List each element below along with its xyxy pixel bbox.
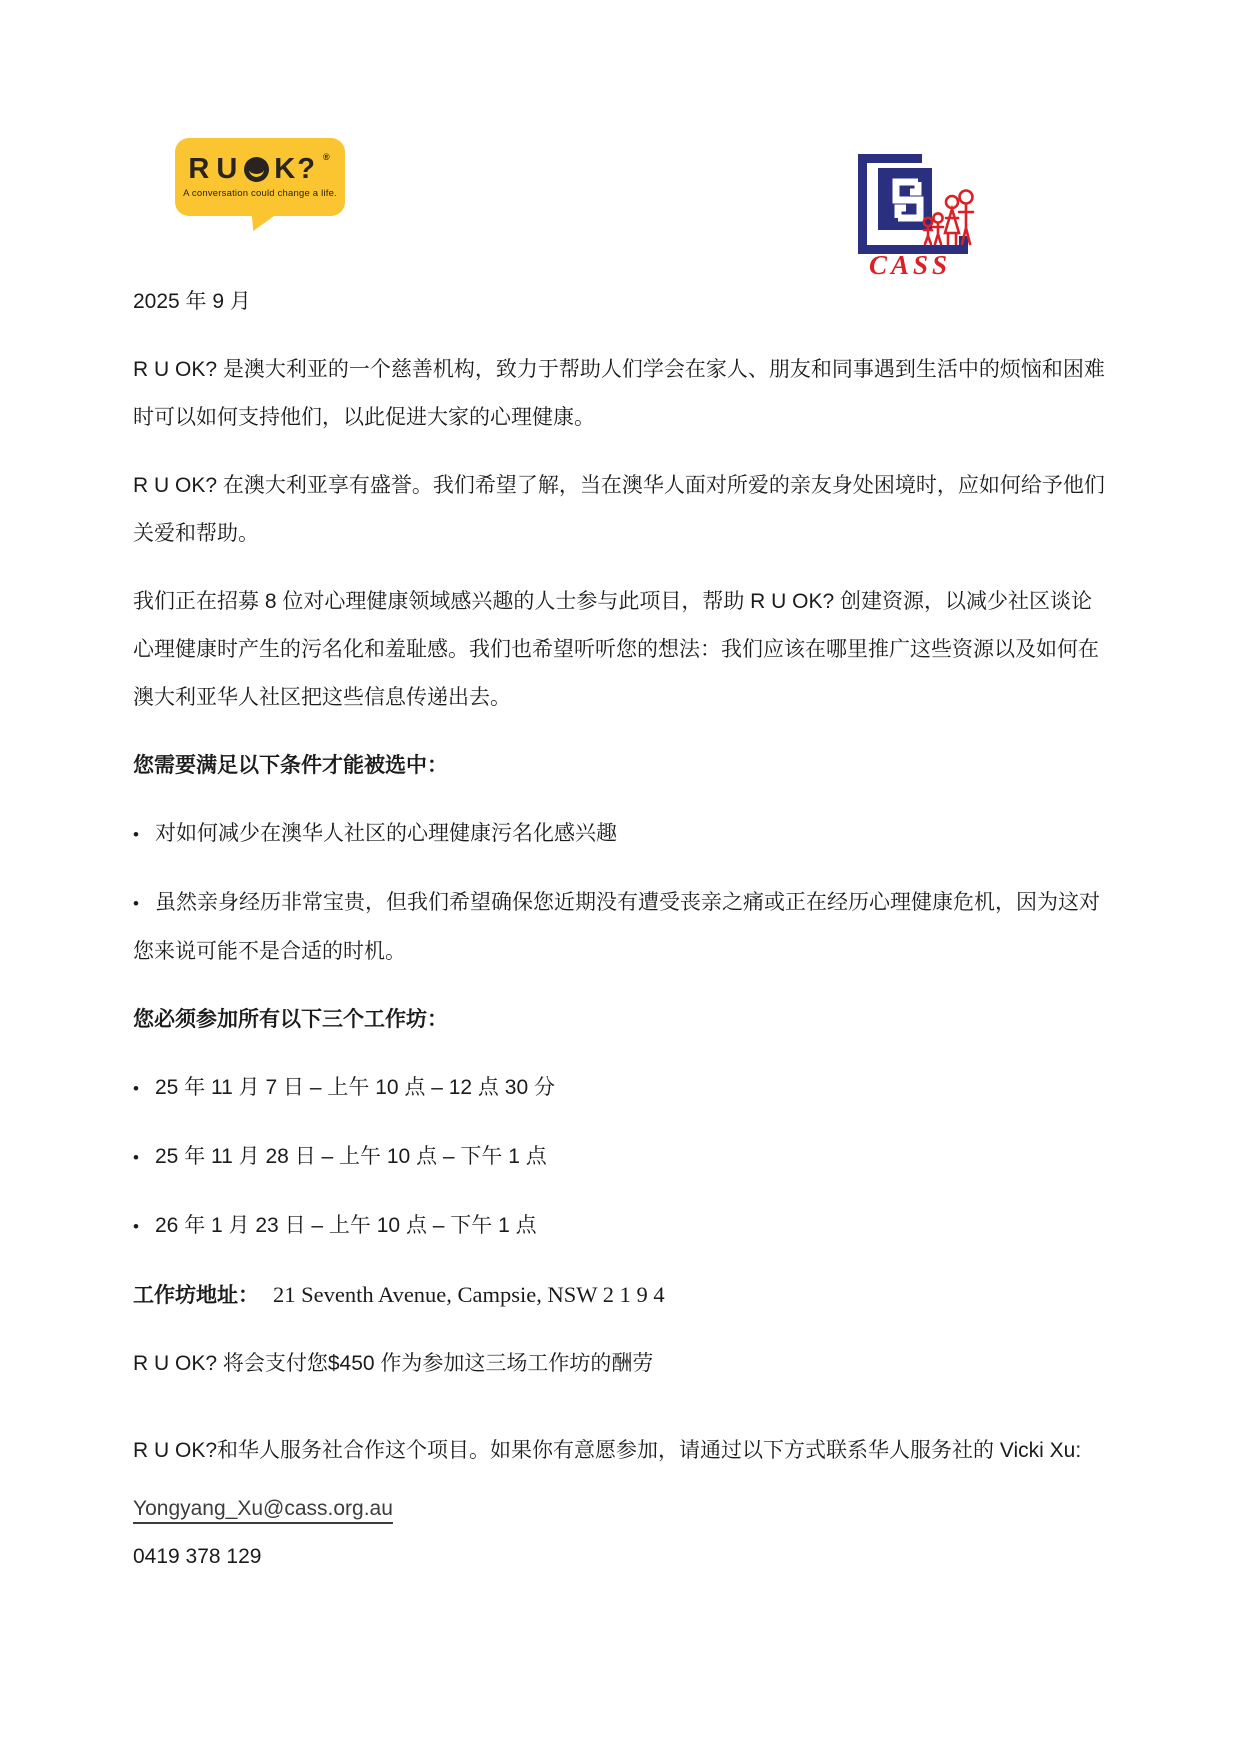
ruok-letter-u: U: [216, 153, 240, 185]
bullet-icon: •: [133, 1148, 139, 1167]
address-value: 21 Seventh Avenue, Campsie, NSW 2 1 9 4: [273, 1282, 665, 1307]
registered-trademark-icon: ®: [322, 152, 332, 162]
contact-paragraph: R U OK?和华人服务社合作这个项目。如果你有意愿参加，请通过以下方式联系华人服务社的 Vicki Xu:: [133, 1439, 1082, 1462]
workshop-date-2-text: 25 年 11 月 28 日 – 上午 10 点 – 下午 1 点: [155, 1145, 547, 1168]
address-line: [133, 1271, 1111, 1320]
criteria-heading: 您需要满足以下条件才能被选中：: [133, 754, 448, 777]
maze-s-icon: [858, 154, 968, 254]
workshops-heading: 您必须参加所有以下三个工作坊：: [133, 1008, 448, 1031]
reputation-paragraph: R U OK? 在澳大利亚享有盛誉。我们希望了解，当在澳华人面对所爱的亲友身处困境时，应如何给予他们关爱和帮助。: [133, 474, 1105, 545]
workshop-date-3-text: 26 年 1 月 23 日 – 上午 10 点 – 下午 1 点: [155, 1214, 537, 1237]
criteria-bullet-1: [133, 810, 1111, 859]
intro-paragraph: R U OK? 是澳大利亚的一个慈善机构，致力于帮助人们学会在家人、朋友和同事遇到生活中的烦恼和困难时可以如何支持他们，以此促进大家的心理健康。: [133, 358, 1105, 429]
bullet-icon: •: [133, 1217, 139, 1236]
contact-email-line: [133, 1492, 1111, 1526]
email-link[interactable]: Yongyang_Xu@cass.org.au: [133, 1497, 393, 1524]
document-body: [133, 278, 1111, 1574]
bullet-icon: •: [133, 825, 139, 844]
workshop-date-2: [133, 1133, 1111, 1182]
criteria-bullet-2-text: 虽然亲身经历非常宝贵，但我们希望确保您近期没有遭受丧亲之痛或正在经历心理健康危机，因为这对您来说可能不是合适的时机。: [133, 891, 1100, 963]
payment-line: R U OK? 将会支付您$450 作为参加这三场工作坊的酬劳: [133, 1352, 654, 1375]
ruok-letter-r: R: [188, 153, 212, 185]
cass-wordmark: CASS: [868, 250, 952, 278]
address-colon: ：: [238, 1284, 259, 1307]
cass-logo-graphic: [842, 148, 978, 278]
criteria-bullet-2: [133, 879, 1111, 976]
cass-logo: [842, 148, 978, 283]
workshop-date-3: [133, 1202, 1111, 1251]
ruok-logo: [175, 138, 345, 216]
bullet-icon: •: [133, 894, 139, 913]
bullet-icon: •: [133, 1079, 139, 1098]
ruok-wordmark: [188, 152, 332, 185]
recruitment-paragraph: 我们正在招募 8 位对心理健康领域感兴趣的人士参与此项目，帮助 R U OK? 创建资源，以减少社区谈论心理健康时产生的污名化和羞耻感。我们也希望听听您的想法：我们应该在哪里推广这些资源以及如何在澳大利亚华人社区把这些信息传递出去。: [133, 590, 1099, 709]
smiley-face-o-icon: [244, 157, 269, 182]
header: [133, 138, 1111, 278]
contact-phone: 0419 378 129: [133, 1545, 262, 1568]
ruok-speech-bubble: [175, 138, 345, 216]
ruok-tagline: A conversation could change a life.: [183, 188, 337, 199]
ruok-letter-k: K?: [274, 153, 317, 185]
date-line: 2025 年 9 月: [133, 290, 251, 313]
workshop-date-1: [133, 1064, 1111, 1113]
address-label: 工作坊地址: [133, 1284, 238, 1307]
workshop-date-1-text: 25 年 11 月 7 日 – 上午 10 点 – 12 点 30 分: [155, 1076, 555, 1099]
criteria-bullet-1-text: 对如何减少在澳华人社区的心理健康污名化感兴趣: [155, 822, 617, 845]
